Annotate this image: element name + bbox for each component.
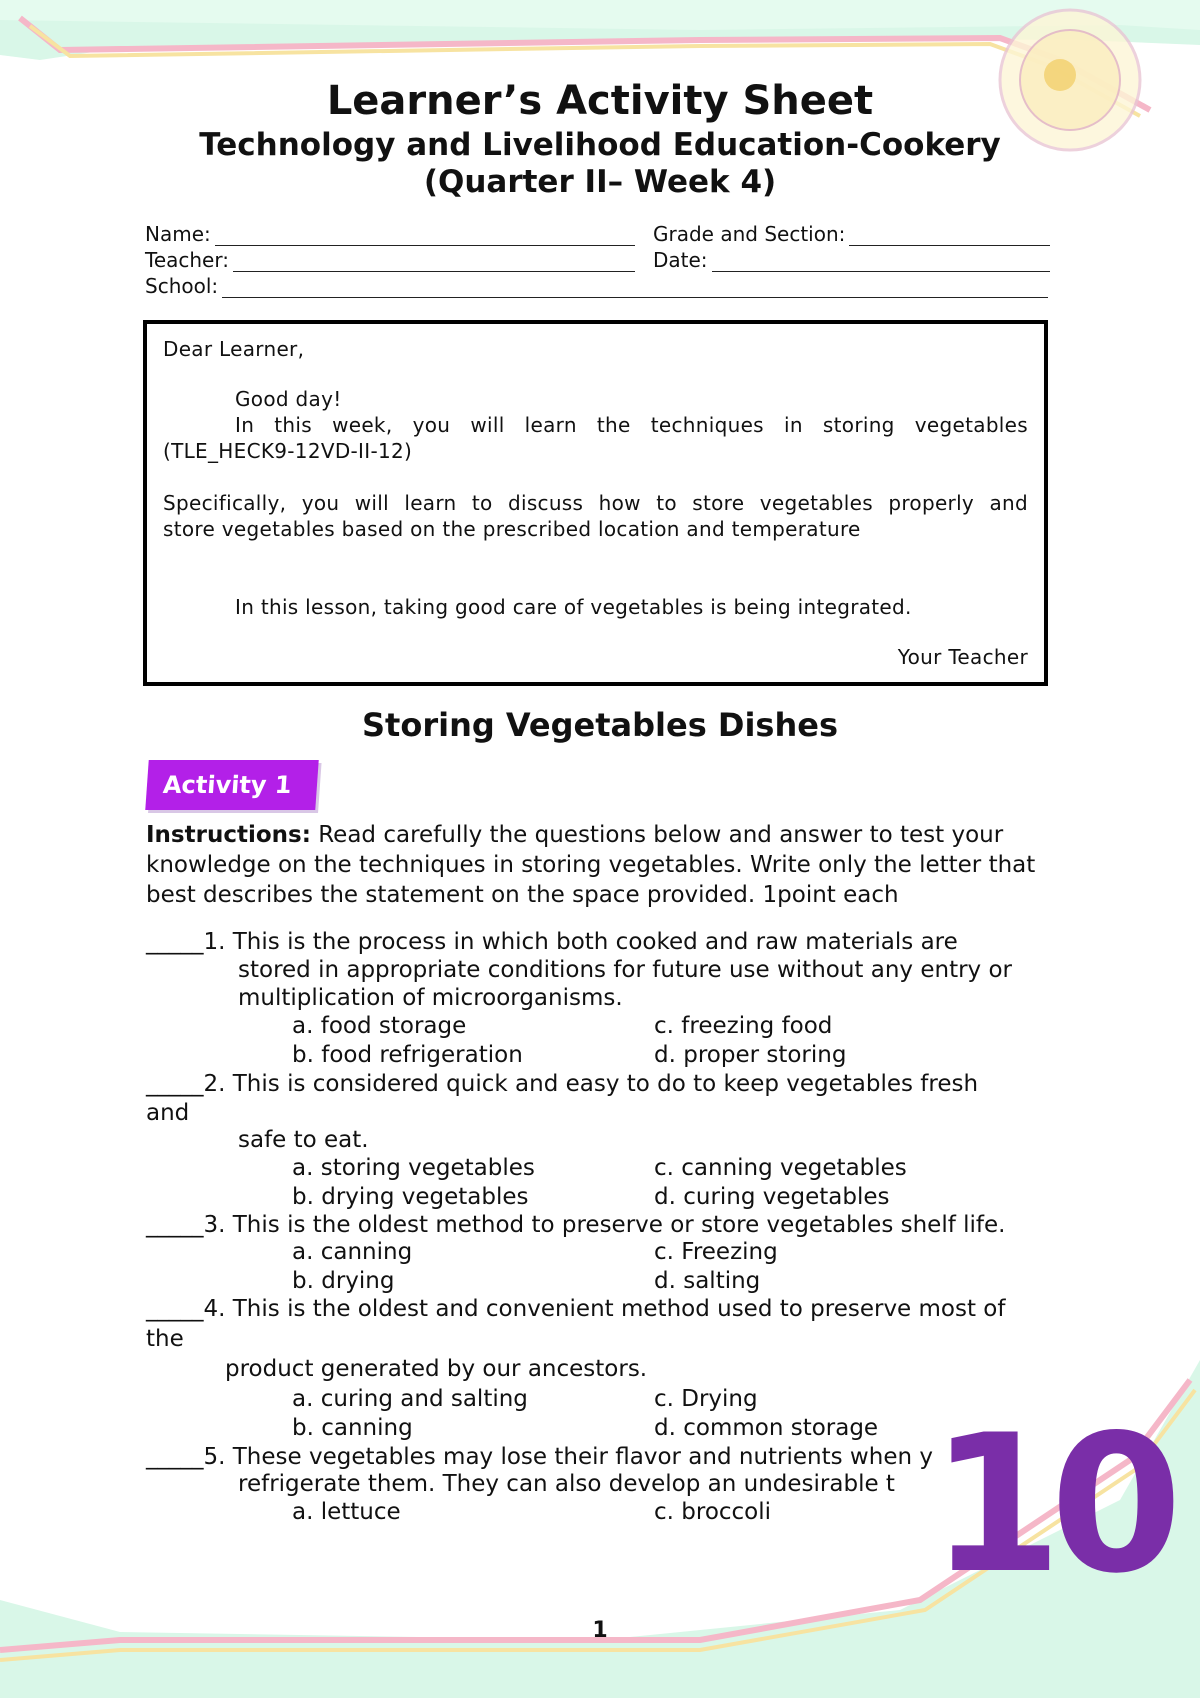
teacher-line[interactable] (233, 251, 635, 272)
question-2-option-a: a. storing vegetables (292, 1155, 535, 1181)
form-row-2 (145, 248, 1050, 274)
date-label: Date: (653, 248, 708, 272)
question-4-line-3: product generated by our ancestors. (225, 1356, 648, 1382)
question-2-line-3: safe to eat. (238, 1127, 369, 1153)
name-label: Name: (145, 222, 211, 246)
date-line[interactable] (712, 251, 1050, 272)
subject-title: Technology and Livelihood Education-Cookery (199, 127, 1001, 163)
question-5-option-c: c. broccoli (654, 1499, 772, 1525)
name-field[interactable] (145, 222, 635, 246)
sheet-title: Learner’s Activity Sheet (326, 78, 874, 124)
question-1-option-c: c. freezing food (654, 1013, 833, 1039)
question-2-line-1: _____2. This is considered quick and easy to do to keep vegetables fresh (146, 1071, 979, 1097)
teacher-field[interactable] (145, 248, 635, 272)
question-1-line-2: stored in appropriate conditions for future use without any entry or (238, 957, 1012, 983)
question-1-line-3: multiplication of microorganisms. (238, 985, 623, 1011)
letter-greeting: Good day! (235, 387, 342, 411)
question-4-option-d: d. common storage (654, 1415, 879, 1441)
instructions-text: Read carefully the questions below and answer to test your knowledge on the techniques in storing vegetables. Write only the letter that best describes the statement on the space provided. 1point each (146, 822, 1036, 908)
question-4-line-1: _____4. This is the oldest and convenient method used to preserve most of (146, 1296, 1006, 1322)
letter-code: (TLE_HECK9-12VD-II-12) (163, 439, 413, 463)
instructions (146, 820, 1056, 910)
letter-line-4: store vegetables based on the prescribed location and temperature (163, 517, 861, 541)
question-4-option-c: c. Drying (654, 1386, 758, 1412)
name-line[interactable] (215, 225, 635, 246)
question-2-option-c: c. canning vegetables (654, 1155, 907, 1181)
school-field[interactable] (145, 274, 1048, 298)
instructions-label: Instructions: (146, 822, 311, 848)
question-4-line-2: the (146, 1326, 184, 1352)
letter-line-1: In this week, you will learn the techniques in storing vegetables (235, 413, 1028, 437)
grade-section-line[interactable] (849, 225, 1050, 246)
question-5-option-a: a. lettuce (292, 1499, 401, 1525)
letter-salutation: Dear Learner, (163, 337, 305, 361)
letter-signoff: Your Teacher (897, 645, 1028, 669)
form-row-3 (145, 274, 1050, 300)
question-1-option-b: b. food refrigeration (292, 1042, 523, 1068)
question-5-line-2: refrigerate them. They can also develop an undesirable t (238, 1471, 895, 1497)
school-label: School: (145, 274, 219, 298)
question-1-option-d: d. proper storing (654, 1042, 847, 1068)
question-5-line-1: _____5. These vegetables may lose their flavor and nutrients when y (146, 1444, 933, 1470)
grade-level-badge: 10 (930, 1394, 1171, 1615)
grade-section-field[interactable] (653, 222, 1050, 246)
date-field[interactable] (653, 248, 1050, 272)
question-4-option-a: a. curing and salting (292, 1386, 528, 1412)
quarter-week: (Quarter II– Week 4) (423, 164, 777, 200)
question-1-line-1: _____1. This is the process in which both cooked and raw materials are (146, 929, 958, 955)
question-2-option-b: b. drying vegetables (292, 1184, 529, 1210)
grade-section-label: Grade and Section: (653, 222, 846, 246)
form-row-1 (145, 222, 1050, 248)
section-title: Storing Vegetables Dishes (362, 706, 838, 744)
question-3-option-d: d. salting (654, 1268, 761, 1294)
teacher-label: Teacher: (145, 248, 229, 272)
question-3-option-b: b. drying (292, 1268, 395, 1294)
question-3-option-a: a. canning (292, 1239, 413, 1265)
question-2-line-2: and (146, 1100, 190, 1126)
letter-line-3: Specifically, you will learn to discuss how to store vegetables properly and (163, 491, 1028, 515)
dear-learner-letter (143, 320, 1048, 686)
question-1-option-a: a. food storage (292, 1013, 467, 1039)
question-4-option-b: b. canning (292, 1415, 413, 1441)
school-line[interactable] (222, 277, 1048, 298)
activity-1-tab (145, 760, 318, 810)
page-number: 1 (592, 1618, 608, 1643)
question-2-option-d: d. curing vegetables (654, 1184, 890, 1210)
activity-label: Activity 1 (162, 771, 293, 799)
letter-integration: In this lesson, taking good care of vegetables is being integrated. (235, 595, 912, 619)
question-3-line-1: _____3. This is the oldest method to preserve or store vegetables shelf life. (146, 1212, 1006, 1238)
question-3-option-c: c. Freezing (654, 1239, 778, 1265)
